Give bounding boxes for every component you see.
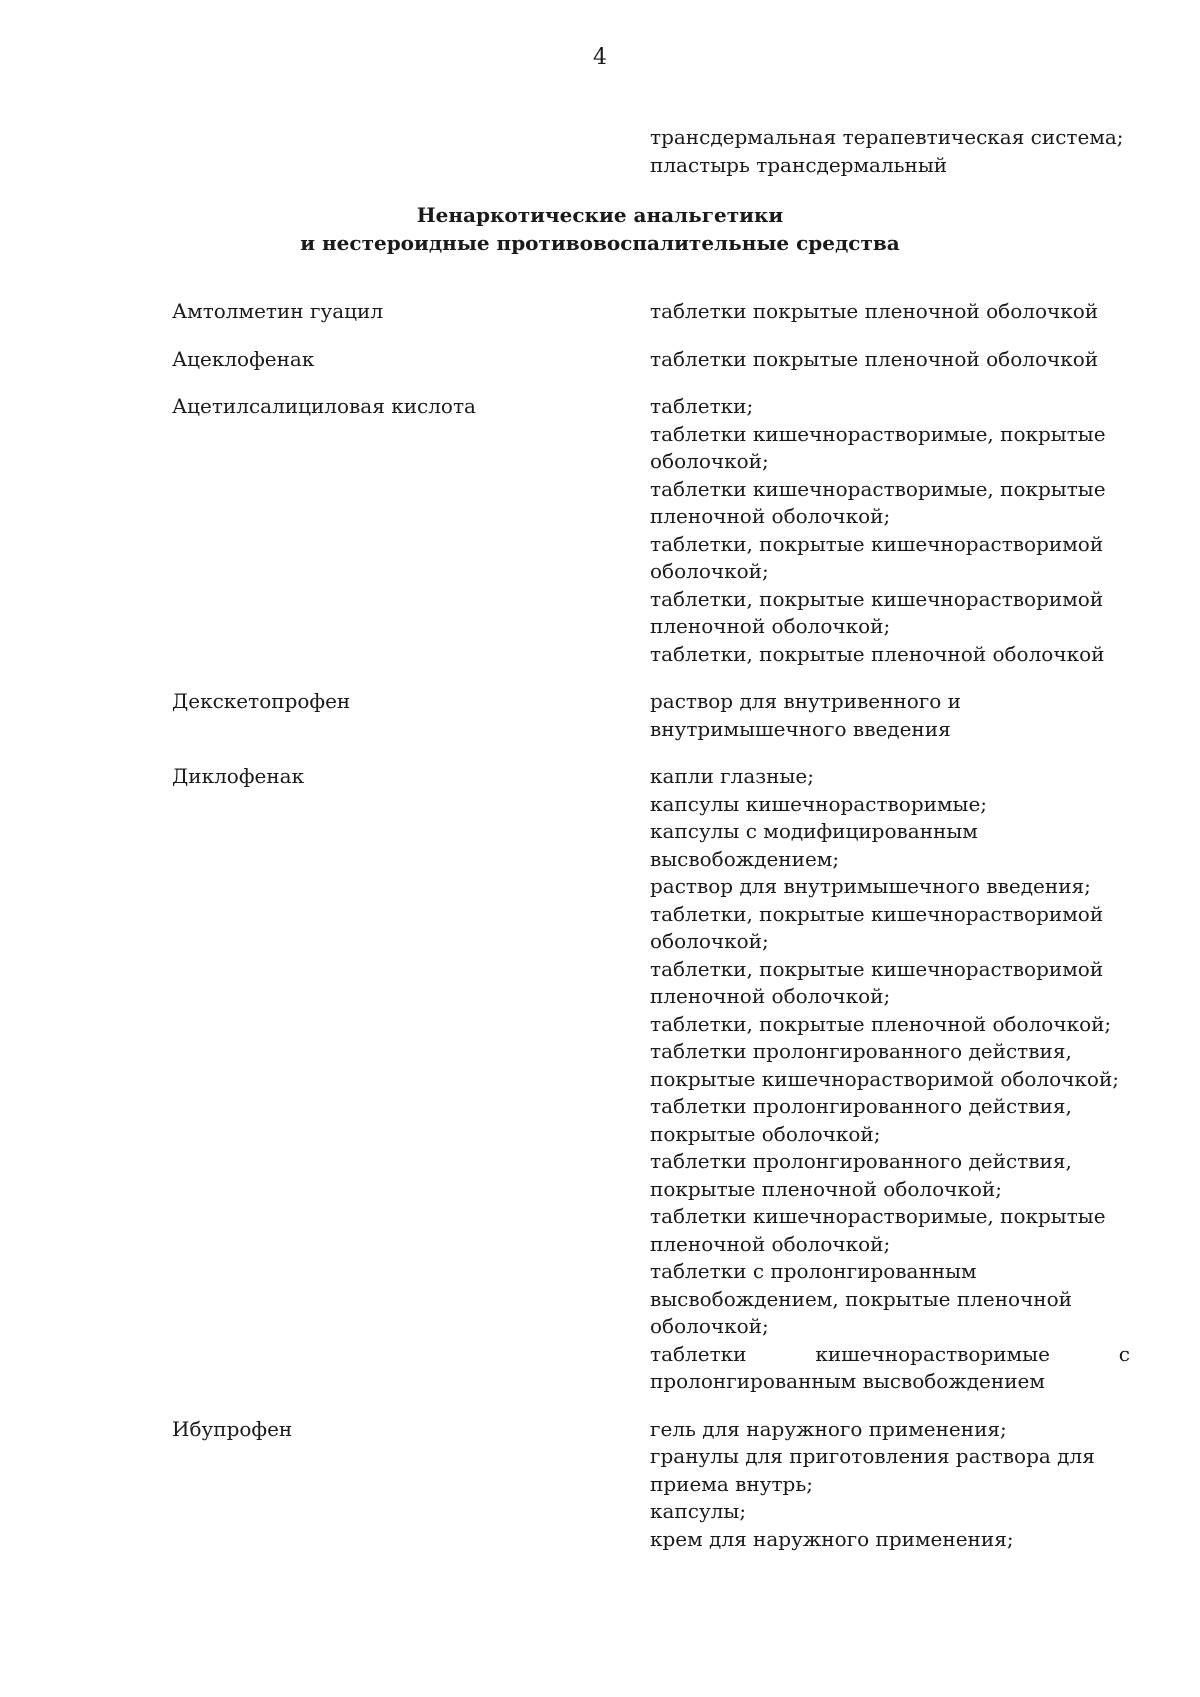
continued-dosage-forms bbox=[650, 124, 1130, 179]
dosage-form-line: таблетки, покрытые кишечнорастворимой bbox=[650, 531, 1104, 556]
dosage-form-line: покрытые пленочной оболочкой; bbox=[650, 1176, 1002, 1201]
drug-dosage-forms bbox=[650, 393, 1130, 668]
drug-dosage-forms bbox=[650, 1416, 1130, 1554]
drug-entry bbox=[172, 763, 1132, 1396]
dosage-form-line: гель для наружного применения; bbox=[650, 1416, 1007, 1441]
dosage-form-line: таблетки кишечнорастворимые, покрытые bbox=[650, 421, 1106, 446]
dosage-form-line: таблетки пролонгированного действия, bbox=[650, 1149, 1072, 1173]
drug-name: Ацеклофенак bbox=[172, 346, 315, 371]
drug-name: Ибупрофен bbox=[172, 1416, 293, 1441]
justified-word: таблетки bbox=[650, 1341, 747, 1366]
drug-name: Ацетилсалициловая кислота bbox=[172, 394, 476, 418]
drug-name: Декскетопрофен bbox=[172, 689, 351, 713]
dosage-form-line: крем для наружного применения; bbox=[650, 1526, 1014, 1551]
dosage-form-line: оболочкой; bbox=[650, 449, 769, 473]
dosage-form-line: таблетки с пролонгированным bbox=[650, 1259, 977, 1283]
dosage-form-line: пленочной оболочкой; bbox=[650, 1231, 891, 1256]
dosage-form-line: высвобождением; bbox=[650, 846, 840, 871]
dosage-form-line: гранулы для приготовления раствора для bbox=[650, 1444, 1095, 1468]
page-number: 4 bbox=[593, 45, 607, 70]
dosage-form-line: покрытые кишечнорастворимой оболочкой; bbox=[650, 1066, 1120, 1091]
dosage-form-line: таблетки пролонгированного действия, bbox=[650, 1039, 1072, 1063]
dosage-form-line: покрытые оболочкой; bbox=[650, 1121, 881, 1146]
drug-entry bbox=[172, 688, 1132, 743]
dosage-form-line: пленочной оболочкой; bbox=[650, 984, 891, 1008]
dosage-form-line: таблетки, покрытые пленочной оболочкой bbox=[650, 641, 1105, 666]
drug-dosage-forms bbox=[650, 298, 1130, 326]
dosage-form-line: трансдермальная терапевтическая система; bbox=[650, 125, 1124, 149]
section-heading bbox=[0, 201, 1200, 257]
dosage-form-line: капсулы; bbox=[650, 1499, 747, 1523]
justified-word: кишечнорастворимые bbox=[815, 1341, 1050, 1366]
drug-dosage-forms bbox=[650, 688, 1130, 743]
dosage-form-line: таблетки пролонгированного действия, bbox=[650, 1094, 1072, 1118]
dosage-form-line: пленочной оболочкой; bbox=[650, 504, 891, 528]
dosage-form-line: пролонгированным высвобождением bbox=[650, 1369, 1045, 1393]
drug-entry bbox=[172, 393, 1132, 668]
dosage-form-line: раствор для внутривенного и bbox=[650, 689, 962, 713]
dosage-form-line: таблетки покрытые пленочной оболочкой bbox=[650, 346, 1099, 371]
drug-name: Амтолметин гуацил bbox=[172, 299, 384, 323]
dosage-form-line: пластырь трансдермальный bbox=[650, 152, 948, 177]
dosage-form-line: пленочной оболочкой; bbox=[650, 614, 891, 638]
drug-list bbox=[172, 298, 1132, 1573]
dosage-form-line: оболочкой; bbox=[650, 1314, 769, 1338]
dosage-form-line: таблетки; bbox=[650, 394, 754, 418]
dosage-form-line: приема внутрь; bbox=[650, 1471, 813, 1496]
dosage-form-line: капсулы кишечнорастворимые; bbox=[650, 791, 988, 816]
drug-dosage-forms bbox=[650, 763, 1130, 1396]
drug-entry bbox=[172, 298, 1132, 326]
dosage-form-line: высвобождением, покрытые пленочной bbox=[650, 1286, 1073, 1311]
drug-name: Диклофенак bbox=[172, 764, 305, 788]
justified-dosage-form-line bbox=[650, 1341, 1130, 1369]
dosage-form-line: раствор для внутримышечного введения; bbox=[650, 874, 1091, 898]
dosage-form-line: таблетки, покрытые пленочной оболочкой; bbox=[650, 1011, 1112, 1036]
dosage-form-line: оболочкой; bbox=[650, 559, 769, 583]
drug-entry bbox=[172, 346, 1132, 374]
dosage-form-line: капсулы с модифицированным bbox=[650, 819, 978, 843]
dosage-form-line: таблетки кишечнорастворимые, покрытые bbox=[650, 476, 1106, 501]
dosage-form-line: внутримышечного введения bbox=[650, 716, 951, 741]
drug-entry bbox=[172, 1416, 1132, 1554]
section-heading-line: и нестероидные противовоспалительные средства bbox=[300, 231, 900, 255]
dosage-form-line: таблетки, покрытые кишечнорастворимой bbox=[650, 901, 1104, 926]
dosage-form-line: оболочкой; bbox=[650, 929, 769, 953]
dosage-form-line: таблетки, покрытые кишечнорастворимой bbox=[650, 956, 1104, 981]
drug-dosage-forms bbox=[650, 346, 1130, 374]
dosage-form-line: капли глазные; bbox=[650, 764, 814, 788]
dosage-form-line: таблетки покрытые пленочной оболочкой bbox=[650, 299, 1099, 323]
section-heading-line: Ненаркотические анальгетики bbox=[416, 203, 784, 227]
justified-word: с bbox=[1118, 1341, 1130, 1366]
dosage-form-line: таблетки, покрытые кишечнорастворимой bbox=[650, 586, 1104, 611]
dosage-form-line: таблетки кишечнорастворимые, покрытые bbox=[650, 1204, 1106, 1228]
